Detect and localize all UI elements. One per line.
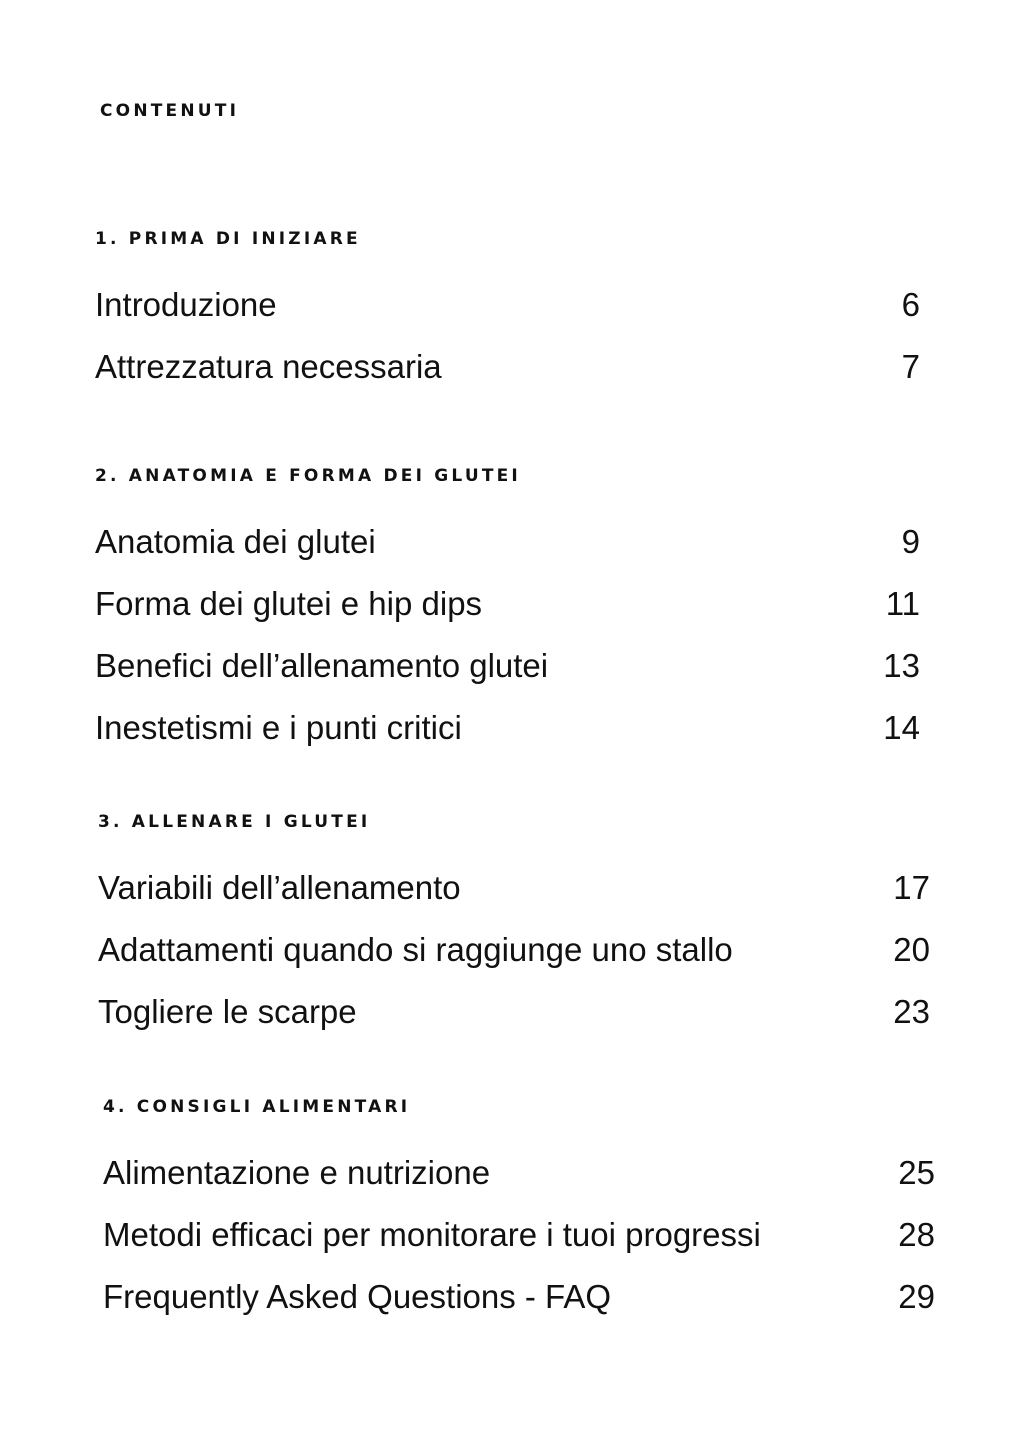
toc-entry-page: 28: [898, 1216, 935, 1253]
toc-entry-faq[interactable]: [103, 1275, 935, 1319]
toc-entry-inestetismi[interactable]: [95, 706, 920, 750]
toc-entry-page: 20: [893, 931, 930, 968]
section-title-1: 1. PRIMA DI INIZIARE: [95, 229, 361, 249]
toc-entry-title: Alimentazione e nutrizione: [103, 1154, 491, 1191]
toc-entry-page: 29: [898, 1278, 935, 1315]
toc-entry-title: Attrezzatura necessaria: [95, 348, 442, 385]
toc-entry-variabili[interactable]: [98, 866, 930, 910]
section-title-2: 2. ANATOMIA E FORMA DEI GLUTEI: [95, 466, 521, 486]
toc-entry-title: Adattamenti quando si raggiunge uno stallo: [98, 931, 733, 968]
toc-entry-page: 23: [893, 993, 930, 1030]
section-title-4: 4. CONSIGLI ALIMENTARI: [103, 1097, 411, 1117]
toc-entry-title: Variabili dell’allenamento: [98, 869, 461, 906]
toc-entry-anatomia[interactable]: [95, 520, 920, 564]
toc-entry-page: 25: [898, 1154, 935, 1191]
toc-entry-title: Anatomia dei glutei: [95, 523, 376, 560]
toc-entry-introduzione[interactable]: [95, 283, 920, 327]
section-title-3: 3. ALLENARE I GLUTEI: [98, 812, 371, 832]
toc-entry-page: 11: [885, 585, 920, 622]
toc-entry-page: 6: [901, 286, 920, 323]
toc-entry-alimentazione[interactable]: [103, 1151, 935, 1195]
toc-entry-page: 14: [883, 709, 920, 746]
toc-entry-forma[interactable]: [95, 582, 920, 626]
toc-entry-metodi[interactable]: [103, 1213, 935, 1257]
page-heading: CONTENUTI: [100, 101, 240, 121]
toc-entry-title: Benefici dell’allenamento glutei: [95, 647, 549, 684]
toc-entry-title: Frequently Asked Questions - FAQ: [103, 1278, 612, 1315]
toc-entry-page: 7: [901, 348, 920, 385]
toc-entry-title: Introduzione: [95, 286, 277, 323]
toc-entry-page: 17: [893, 869, 930, 906]
toc-entry-title: Metodi efficaci per monitorare i tuoi progressi: [103, 1216, 761, 1253]
toc-entry-title: Forma dei glutei e hip dips: [95, 585, 483, 622]
toc-entry-page: 13: [883, 647, 920, 684]
toc-entry-attrezzatura[interactable]: [95, 345, 920, 389]
toc-entry-title: Togliere le scarpe: [98, 993, 357, 1030]
toc-entry-page: 9: [901, 523, 920, 560]
toc-entry-scarpe[interactable]: [98, 990, 930, 1034]
toc-entry-adattamenti[interactable]: [98, 928, 930, 972]
toc-entry-title: Inestetismi e i punti critici: [95, 709, 462, 746]
toc-entry-benefici[interactable]: [95, 644, 920, 688]
